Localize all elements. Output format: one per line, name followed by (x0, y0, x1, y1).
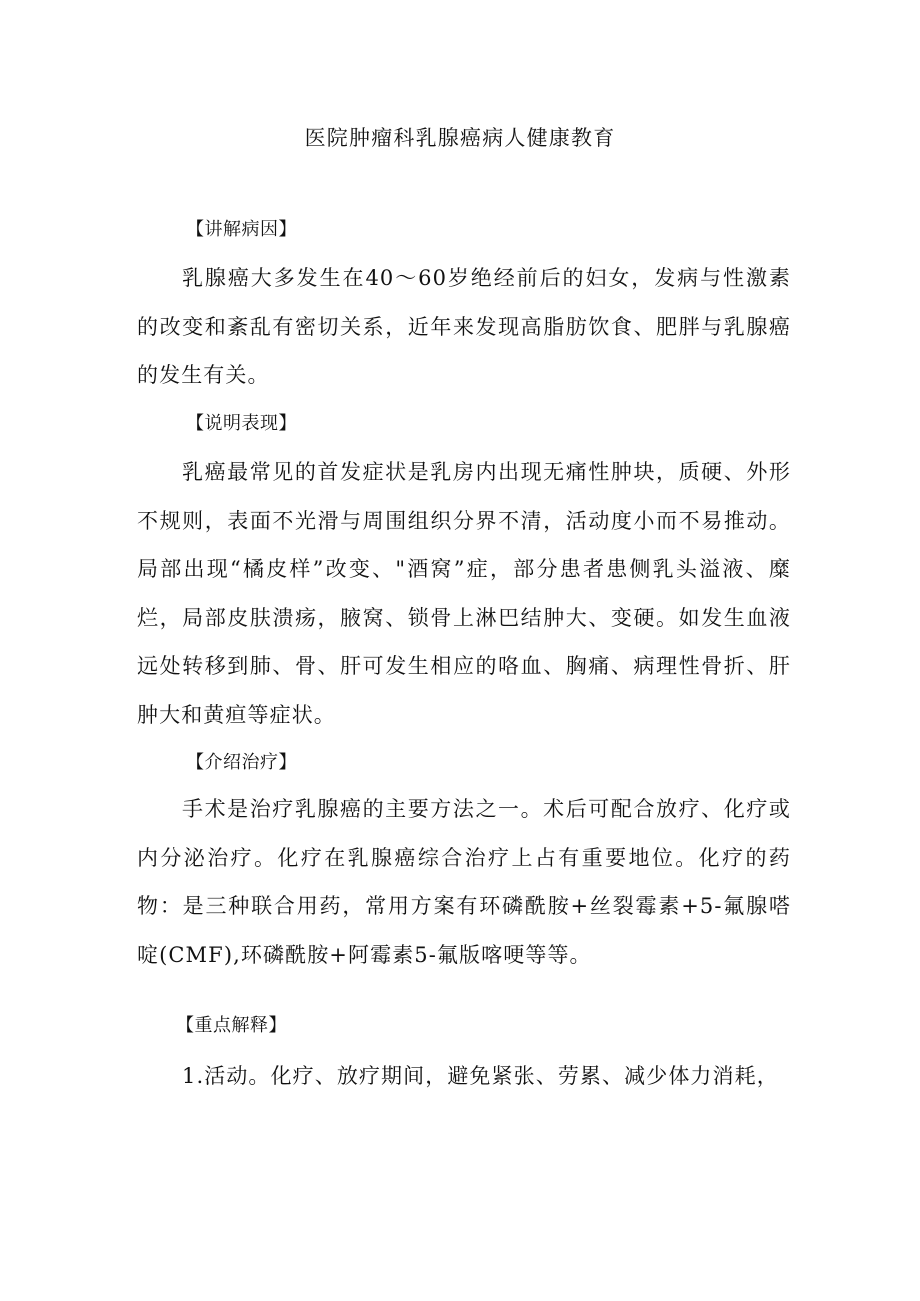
section-text-key-points: 1.活动。化疗、放疗期间，避免紧张、劳累、减少体力消耗， (182, 1064, 779, 1088)
section-heading-cause: 【讲解病因】 (186, 219, 297, 240)
document-title: 医院肿瘤科乳腺癌病人健康教育 (304, 126, 616, 150)
section-text-symptoms: 乳癌最常见的首发症状是乳房内出现无痛性肿块，质硬、外形不规则，表面不光滑与周围组织分界不清，活动度小而不易推动。局部出现“橘皮样”改变、"酒窝”症，部分患者患侧乳头溢液、糜烂，局部皮肤溃疡，腋窝、锁骨上淋巴结肿大、变硬。如发生血液远处转移到肺、骨、肝可发生相应的咯血、胸痛、病理性骨折、肝肿大和黄疸等症状。 (137, 460, 791, 727)
section-text-treatment: 手术是治疗乳腺癌的主要方法之一。术后可配合放疗、化疗或内分泌治疗。化疗在乳腺癌综合治疗上占有重要地位。化疗的药物：是三种联合用药，常用方案有环磷酰胺+丝裂霉素+5-氟腺嗒啶(CMF),环磷酰胺+阿霉素5-氟版喀哽等等。 (137, 797, 791, 967)
section-heading-symptoms: 【说明表现】 (186, 413, 297, 434)
section-heading-key-points: 【重点解释】 (176, 1015, 287, 1036)
section-heading-treatment: 【介绍治疗】 (186, 752, 297, 773)
section-text-cause: 乳腺癌大多发生在40～60岁绝经前后的妇女，发病与性激素的改变和紊乱有密切关系，近年来发现高脂肪饮食、肥胖与乳腺癌的发生有关。 (137, 266, 791, 387)
